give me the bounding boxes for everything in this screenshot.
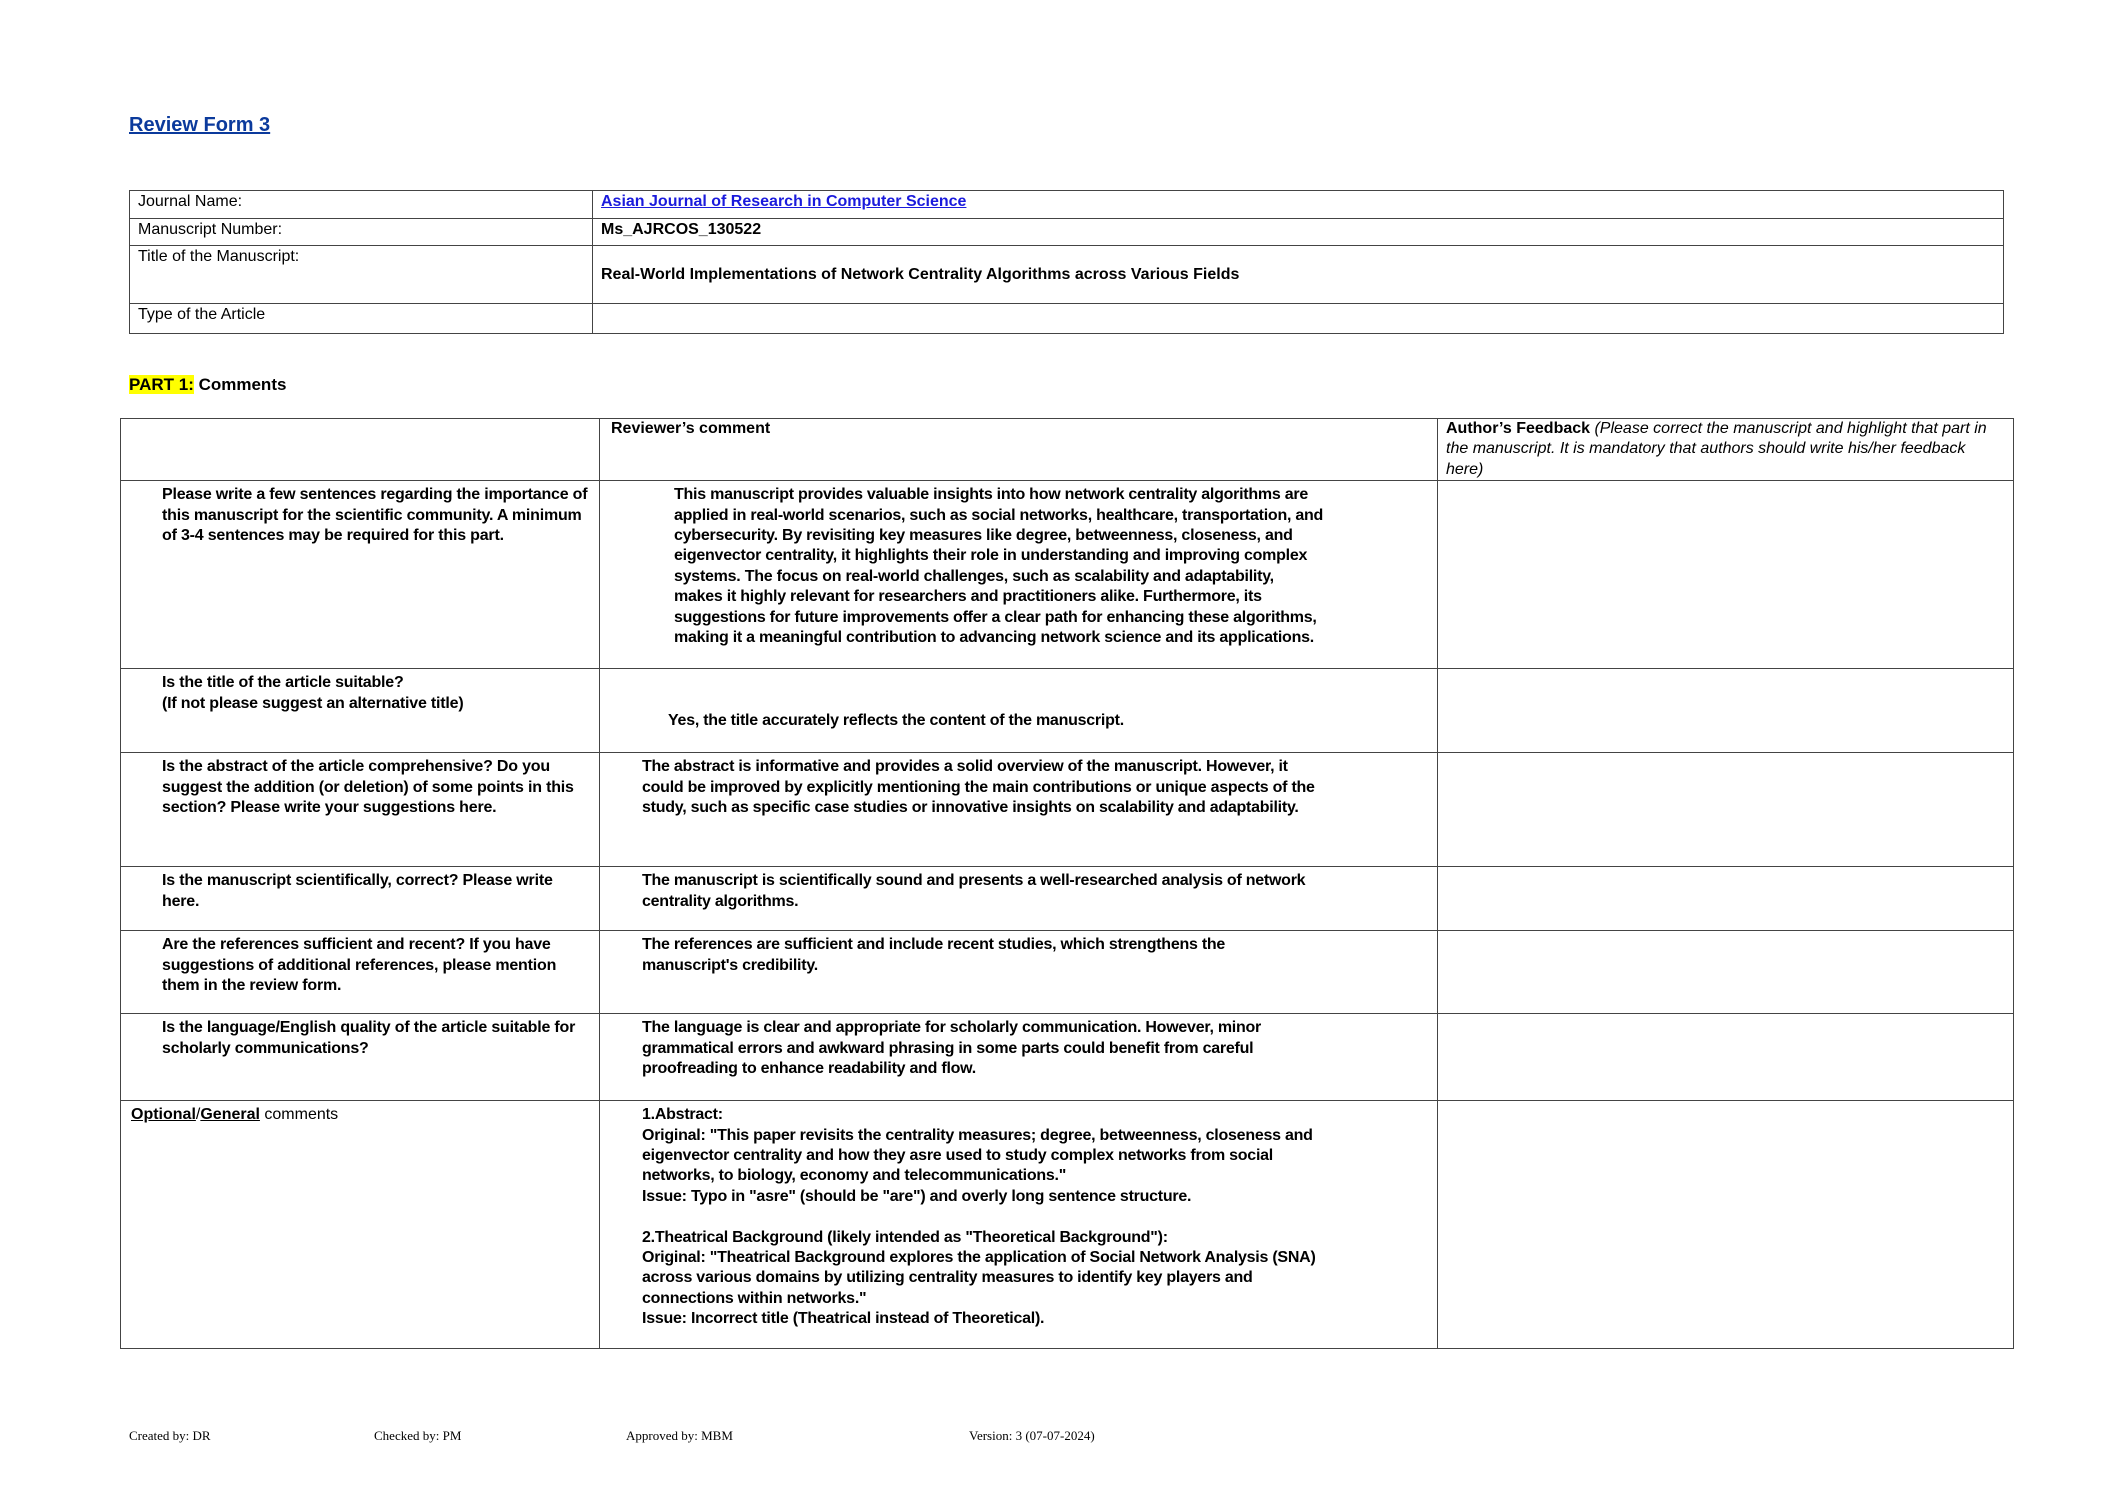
answer-line: connections within networks." [642, 1289, 867, 1307]
reviewer-answer[interactable] [600, 1014, 1438, 1101]
reviewer-answer[interactable] [600, 669, 1438, 753]
author-feedback-header [1438, 419, 2014, 481]
answer-line: cybersecurity. By revisiting key measures like degree, betweenness, closeness, and [674, 527, 1293, 545]
answer-line: manuscript's credibility. [642, 956, 818, 974]
answer-line: Issue: Typo in "asre" (should be "are") and overly long sentence structure. [642, 1187, 1192, 1205]
answer-line: makes it highly relevant for researchers and practitioners alike. Furthermore, its [674, 588, 1262, 606]
journal-link[interactable]: Asian Journal of Research in Computer Science [601, 193, 967, 210]
answer-line: could be improved by explicitly mentioning the main contributions or unique aspects of the [642, 778, 1315, 796]
answer-line: Yes, the title accurately reflects the content of the manuscript. [668, 712, 1124, 730]
manuscript-title-value: Real-World Implementations of Network Centrality Algorithms across Various Fields [593, 246, 2004, 304]
part-1-suffix: Comments [193, 375, 287, 394]
answer-line: The references are sufficient and include recent studies, which strengthens the [642, 936, 1226, 954]
answer-line: study, such as specific case studies or innovative insights on scalability and adaptability. [642, 799, 1299, 817]
reviewer-answer[interactable] [600, 753, 1438, 867]
optional-sep: / [195, 1106, 201, 1124]
author-feedback-cell[interactable] [1438, 753, 2014, 867]
reviewer-comment-header: Reviewer’s comment [600, 419, 1438, 481]
question: Is the language/English quality of the article suitable for scholarly communications? [121, 1014, 600, 1101]
author-feedback-cell[interactable] [1438, 1101, 2014, 1349]
answer-line: 1.Abstract: [642, 1106, 723, 1124]
question: Please write a few sentences regarding the importance of this manuscript for the scientific community. A minimum of 3-4 sentences may be required for this part. [121, 481, 600, 669]
footer-version: Version: 3 (07-07-2024) [969, 1428, 1095, 1443]
answer-line [642, 1207, 1437, 1227]
article-type-label: Type of the Article [130, 304, 593, 334]
comments-table [120, 418, 2014, 1349]
answer-line: The abstract is informative and provides a solid overview of the manuscript. However, it [642, 758, 1288, 776]
journal-label: Journal Name: [130, 191, 593, 219]
optional-comments-answer[interactable] [600, 1101, 1438, 1349]
answer-line: Original: "This paper revisits the centrality measures; degree, betweenness, closeness and [642, 1126, 1313, 1144]
manuscript-info-table [129, 190, 2004, 334]
answer-line: eigenvector centrality, it highlights their role in understanding and improving complex [674, 547, 1308, 565]
answer-line: proofreading to enhance readability and flow. [642, 1060, 976, 1078]
part-1-label: PART 1: [129, 375, 194, 394]
question: Is the title of the article suitable? (If not please suggest an alternative title) [121, 669, 600, 753]
question: Are the references sufficient and recent? If you have suggestions of additional references, please mention them in the review form. [121, 931, 600, 1014]
optional-label: Optional [131, 1106, 196, 1124]
reviewer-answer[interactable] [600, 481, 1438, 669]
answer-line: The manuscript is scientifically sound and presents a well-researched analysis of network [642, 872, 1306, 890]
author-feedback-cell[interactable] [1438, 669, 2014, 753]
answer-line: networks, to biology, economy and telecommunications." [642, 1167, 1067, 1185]
header-empty [121, 419, 600, 481]
question: Is the abstract of the article comprehensive? Do you suggest the addition (or deletion) of some points in this section? Please write your suggestions here. [121, 753, 600, 867]
footer-created-by: Created by: DR [129, 1428, 211, 1443]
author-feedback-note: (Please correct the manuscript and highlight that part in the manuscript. It is mandatory that authors should write his/her feedback here) [1446, 420, 1987, 478]
answer-line: The language is clear and appropriate for scholarly communication. However, minor [642, 1019, 1262, 1037]
footer-approved-by: Approved by: MBM [626, 1428, 733, 1443]
comments-suffix: comments [259, 1106, 339, 1124]
answer-line: applied in real-world scenarios, such as social networks, healthcare, transportation, and [674, 506, 1324, 524]
part-1-heading [129, 375, 286, 395]
general-label: General [200, 1106, 260, 1124]
reviewer-answer[interactable] [600, 931, 1438, 1014]
article-type-value[interactable] [593, 304, 2004, 334]
author-feedback-cell[interactable] [1438, 867, 2014, 931]
answer-line: across various domains by utilizing centrality measures to identify key players and [642, 1269, 1253, 1287]
form-title: Review Form 3 [129, 114, 271, 136]
author-feedback-cell[interactable] [1438, 931, 2014, 1014]
author-feedback-cell[interactable] [1438, 481, 2014, 669]
answer-line: systems. The focus on real-world challenges, such as scalability and adaptability, [674, 567, 1274, 585]
answer-line: making it a meaningful contribution to advancing network science and its applications. [674, 629, 1314, 647]
answer-line: centrality algorithms. [642, 892, 799, 910]
answer-line: eigenvector centrality and how they asre used to study complex networks from social [642, 1147, 1273, 1165]
answer-line: Issue: Incorrect title (Theatrical instead of Theoretical). [642, 1310, 1045, 1328]
manuscript-title-label: Title of the Manuscript: [130, 246, 593, 304]
author-feedback-label: Author’s Feedback [1446, 420, 1591, 437]
question: Is the manuscript scientifically, correct? Please write here. [121, 867, 600, 931]
manuscript-number-value: Ms_AJRCOS_130522 [593, 219, 2004, 246]
answer-line: 2.Theatrical Background (likely intended as "Theoretical Background"): [642, 1228, 1168, 1246]
answer-line: Original: "Theatrical Background explores the application of Social Network Analysis (SNA) [642, 1249, 1316, 1267]
author-feedback-cell[interactable] [1438, 1014, 2014, 1101]
answer-line: grammatical errors and awkward phrasing in some parts could benefit from careful [642, 1039, 1254, 1057]
optional-comments-label [121, 1101, 600, 1349]
manuscript-number-label: Manuscript Number: [130, 219, 593, 246]
footer-checked-by: Checked by: PM [374, 1428, 462, 1443]
reviewer-answer[interactable] [600, 867, 1438, 931]
answer-line: This manuscript provides valuable insights into how network centrality algorithms are [674, 486, 1308, 504]
answer-line: suggestions for future improvements offer a clear path for enhancing these algorithms, [674, 608, 1317, 626]
